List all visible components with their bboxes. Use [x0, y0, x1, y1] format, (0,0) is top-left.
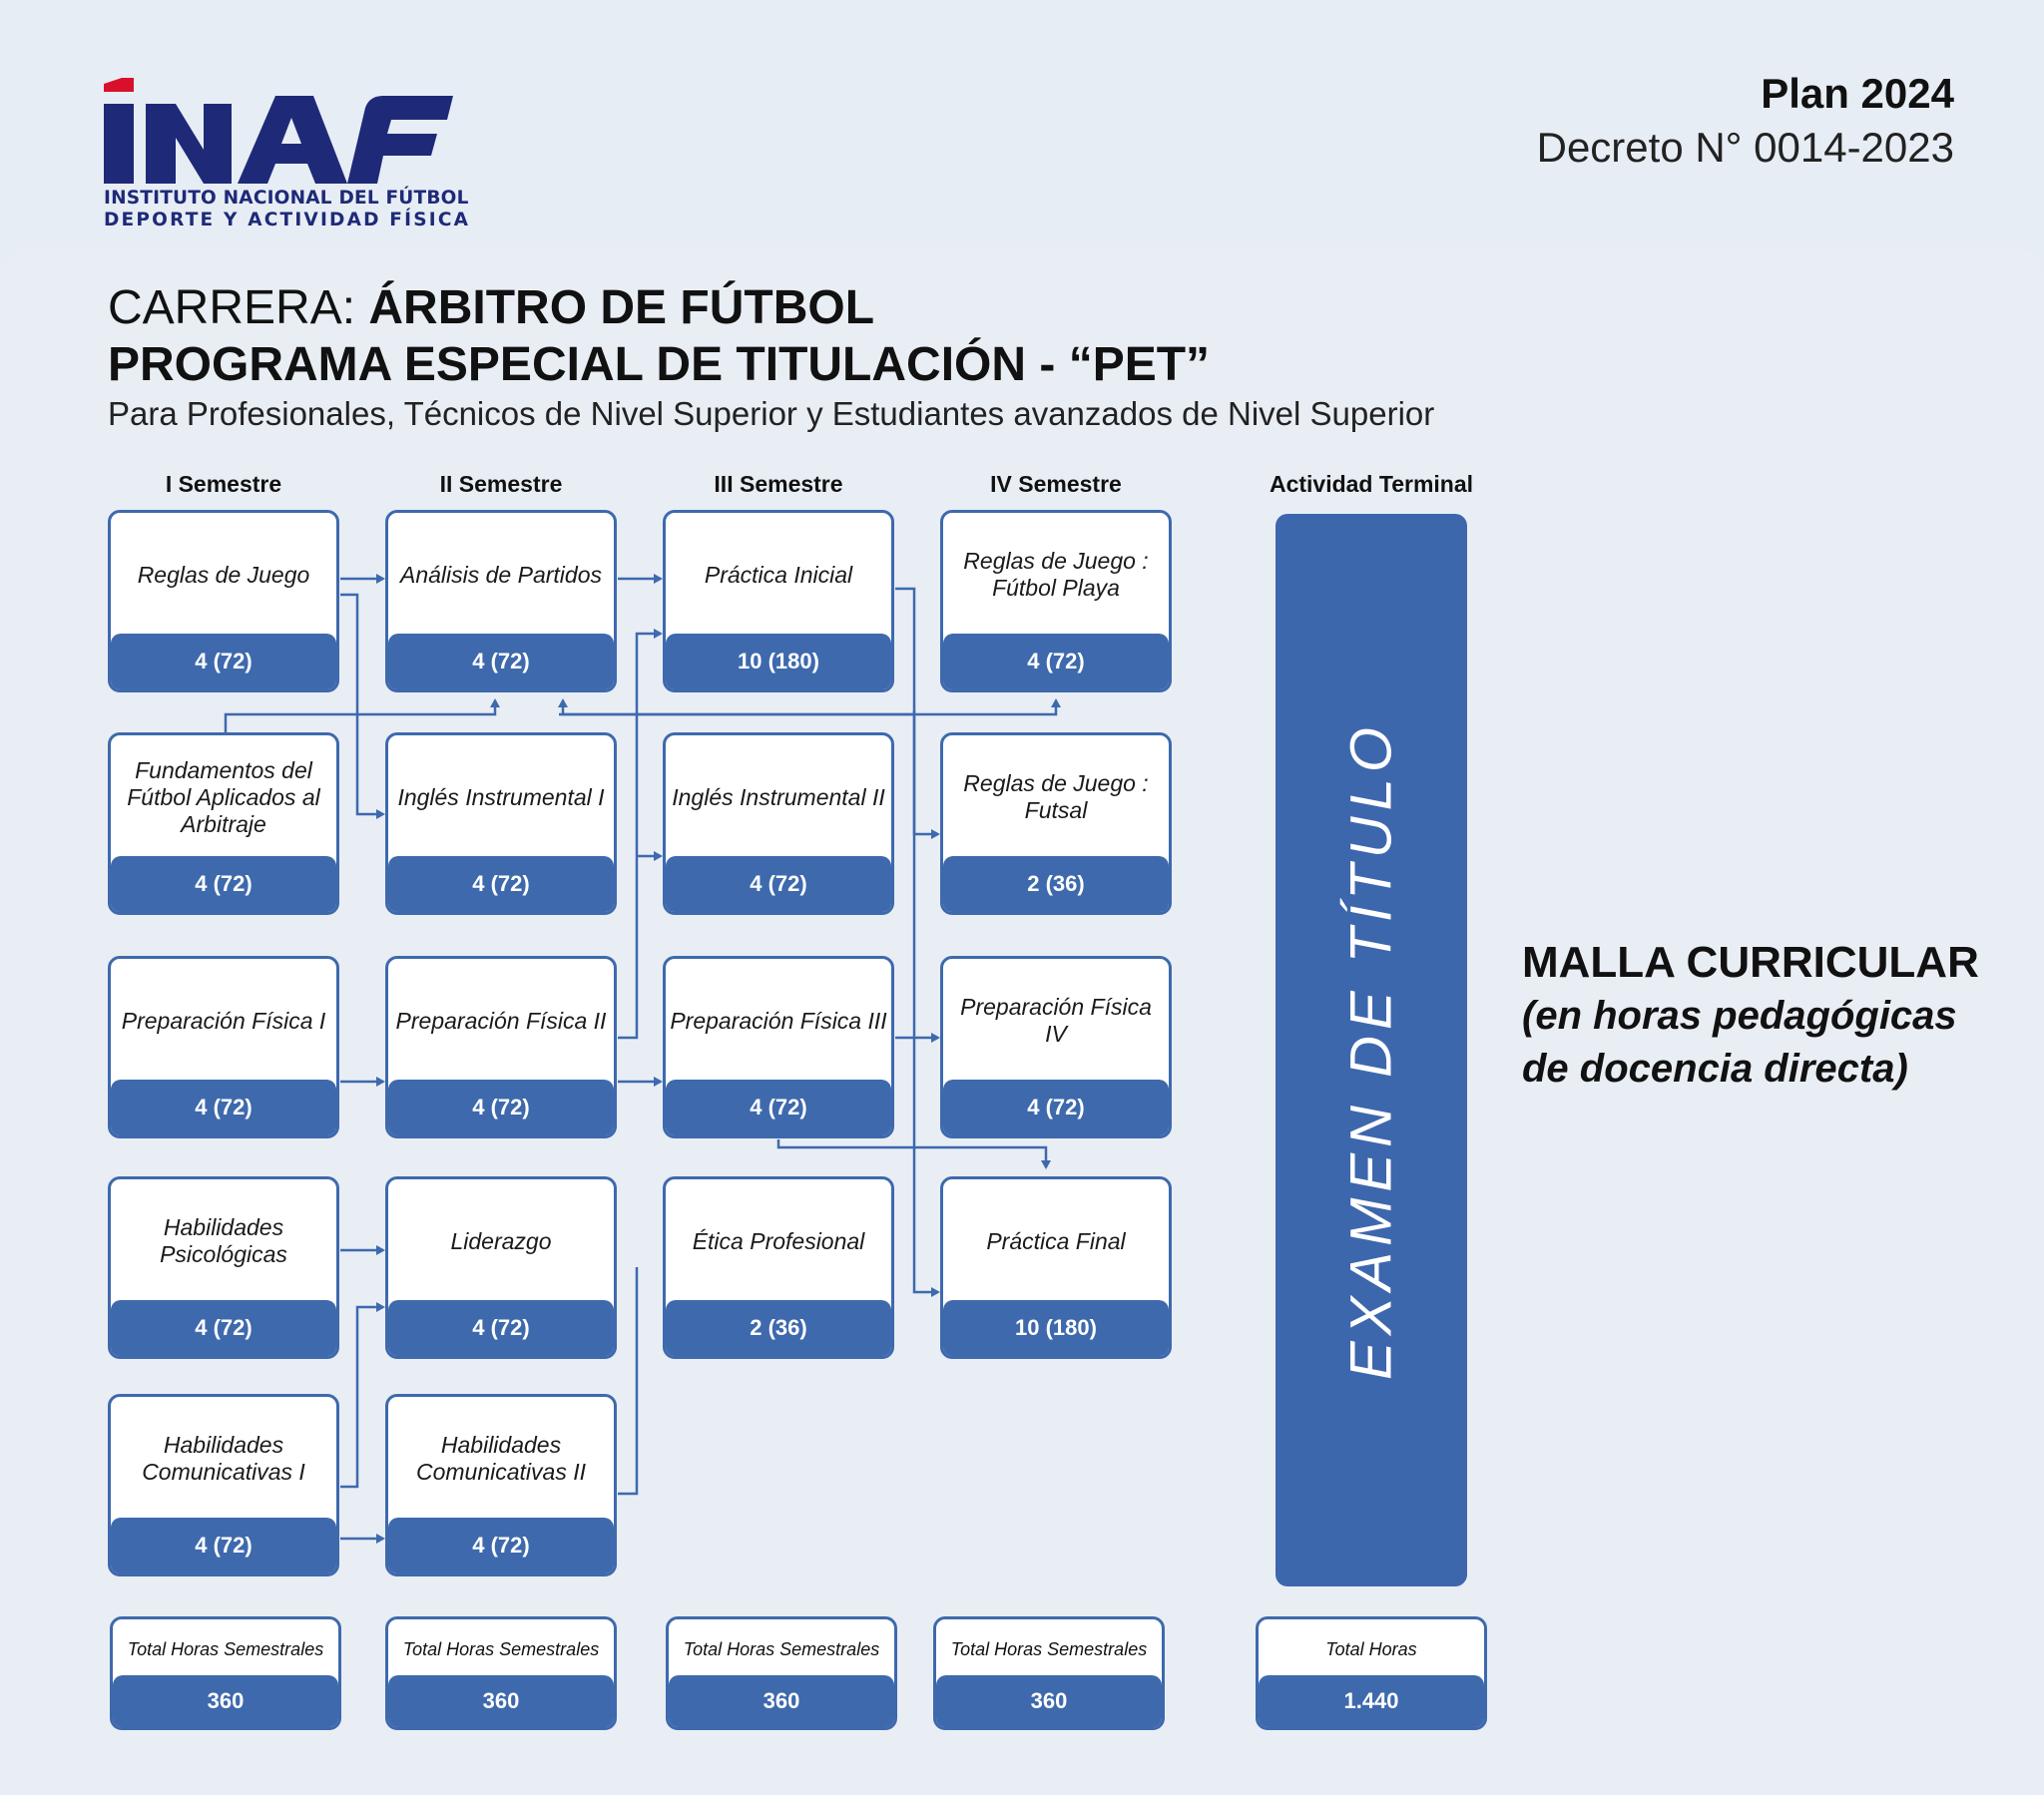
total-value: 360: [936, 1675, 1162, 1727]
course-preparacion-fisica-ii[interactable]: [385, 956, 617, 1138]
course-hours: 4 (72): [111, 634, 336, 689]
malla-subtitle-2: de docencia directa): [1522, 1047, 1908, 1091]
course-habilidades-psicologicas[interactable]: [108, 1176, 339, 1359]
course-hours: 4 (72): [666, 1080, 891, 1135]
course-fundamentos[interactable]: [108, 732, 339, 915]
arrow-reglas-to-ingles-i: [340, 595, 383, 814]
course-name: Preparación Física III: [670, 1007, 887, 1034]
course-hours: 4 (72): [388, 856, 614, 912]
course-practica-final[interactable]: [940, 1176, 1172, 1359]
program-title: PROGRAMA ESPECIAL DE TITULACIÓN - “PET”: [108, 338, 1211, 391]
course-preparacion-fisica-iv[interactable]: [940, 956, 1172, 1138]
course-name: Preparación Física IV: [960, 994, 1152, 1047]
total-overall: [1256, 1616, 1487, 1730]
arrow-back-to-analisis: [563, 700, 914, 714]
course-hours: 4 (72): [111, 856, 336, 912]
course-ingles-instrumental-ii[interactable]: [663, 732, 894, 915]
course-ingles-instrumental-i[interactable]: [385, 732, 617, 915]
arrow-practica-inicial-to-futsal: [895, 589, 938, 834]
course-hours: 4 (72): [943, 634, 1169, 689]
course-hours: 10 (180): [666, 634, 891, 689]
semester-header-4: IV Semestre: [990, 471, 1122, 497]
course-hours: 4 (72): [388, 634, 614, 689]
total-value: 1.440: [1259, 1675, 1484, 1727]
course-name: Fundamentos del Fútbol Aplicados al Arbitraje: [127, 756, 320, 837]
total-semester-2: [385, 1616, 617, 1730]
logo-line-1: INSTITUTO NACIONAL DEL FÚTBOL: [104, 188, 469, 209]
arrow-fundamentos-to-analisis: [226, 700, 495, 732]
malla-subtitle-1: (en horas pedagógicas: [1522, 994, 1957, 1038]
course-hours: 4 (72): [111, 1300, 336, 1356]
total-value: 360: [113, 1675, 338, 1727]
total-semester-4: [933, 1616, 1165, 1730]
course-name: Preparación Física II: [395, 1007, 607, 1034]
semester-header-3: III Semestre: [714, 471, 843, 497]
course-name: Liderazgo: [450, 1227, 552, 1254]
course-name: Ética Profesional: [692, 1227, 865, 1254]
course-preparacion-fisica-iii[interactable]: [663, 956, 894, 1138]
arrow-pf3-to-practica-final: [778, 1139, 1046, 1167]
course-hours: 4 (72): [666, 856, 891, 912]
total-label: Total Horas Semestrales: [683, 1638, 880, 1659]
plan-label: Plan 2024: [1761, 70, 1954, 117]
course-habilidades-comunicativas-i[interactable]: [108, 1394, 339, 1576]
course-name: Análisis de Partidos: [400, 561, 602, 588]
course-name: Reglas de Juego : Futsal: [963, 770, 1149, 823]
course-hours: 2 (36): [943, 856, 1169, 912]
course-name: Habilidades Comunicativas II: [415, 1432, 586, 1485]
course-hours: 10 (180): [943, 1300, 1169, 1356]
total-semester-1: [110, 1616, 341, 1730]
course-reglas-futbol-playa[interactable]: [940, 510, 1172, 692]
arrow-com2-up: [618, 1267, 637, 1494]
examen-de-titulo-label: EXAMEN DE TÍTULO: [1338, 720, 1404, 1380]
total-label: Total Horas Semestrales: [402, 1638, 600, 1659]
course-name: Habilidades Comunicativas I: [142, 1432, 305, 1485]
course-name: Preparación Física I: [121, 1007, 326, 1034]
arrow-to-practica-final: [914, 710, 938, 1292]
semester-header-terminal: Actividad Terminal: [1269, 471, 1474, 497]
total-semester-3: [666, 1616, 897, 1730]
audience-subtitle: Para Profesionales, Técnicos de Nivel Superior y Estudiantes avanzados de Nivel Superior: [108, 395, 1435, 432]
logo-line-2: DEPORTE Y ACTIVIDAD FÍSICA: [104, 210, 471, 230]
total-value: 360: [388, 1675, 614, 1727]
course-name: Práctica Final: [986, 1227, 1126, 1254]
course-hours: 4 (72): [111, 1080, 336, 1135]
course-hours: 2 (36): [666, 1300, 891, 1356]
course-hours: 4 (72): [943, 1080, 1169, 1135]
semester-header-2: II Semestre: [439, 471, 563, 497]
career-name: ÁRBITRO DE FÚTBOL: [368, 281, 875, 334]
course-reglas-de-juego[interactable]: [108, 510, 339, 692]
course-name: Reglas de Juego: [137, 561, 310, 588]
course-hours: 4 (72): [388, 1300, 614, 1356]
course-practica-inicial[interactable]: [663, 510, 894, 692]
course-hours: 4 (72): [388, 1518, 614, 1573]
course-reglas-futsal[interactable]: [940, 732, 1172, 915]
total-value: 360: [669, 1675, 894, 1727]
arrow-to-futbol-playa: [559, 700, 1056, 714]
course-name: Inglés Instrumental II: [672, 783, 885, 810]
course-name: Reglas de Juego : Fútbol Playa: [963, 548, 1149, 601]
total-label: Total Horas Semestrales: [950, 1638, 1148, 1659]
examen-de-titulo-block[interactable]: [1276, 514, 1467, 1586]
total-label: Total Horas Semestrales: [127, 1638, 324, 1659]
semester-header-1: I Semestre: [165, 471, 282, 497]
course-liderazgo[interactable]: [385, 1176, 617, 1359]
course-name: Habilidades Psicológicas: [160, 1214, 287, 1267]
course-hours: 4 (72): [111, 1518, 336, 1573]
course-name: Inglés Instrumental I: [397, 783, 605, 810]
course-habilidades-comunicativas-ii[interactable]: [385, 1394, 617, 1576]
arrow-trunk-to-practica-inicial: [618, 634, 661, 1038]
course-analisis-de-partidos[interactable]: [385, 510, 617, 692]
malla-title: MALLA CURRICULAR: [1522, 938, 1979, 987]
course-hours: 4 (72): [388, 1080, 614, 1135]
course-etica-profesional[interactable]: [663, 1176, 894, 1359]
malla-curricular-caption: [1522, 936, 1979, 1096]
course-preparacion-fisica-i[interactable]: [108, 956, 339, 1138]
career-prefix: CARRERA:: [108, 281, 356, 334]
arrow-com1-to-liderazgo: [340, 1307, 383, 1487]
decree-label: Decreto N° 0014-2023: [1536, 124, 1954, 171]
total-label: Total Horas: [1325, 1638, 1417, 1659]
course-name: Práctica Inicial: [704, 561, 853, 588]
